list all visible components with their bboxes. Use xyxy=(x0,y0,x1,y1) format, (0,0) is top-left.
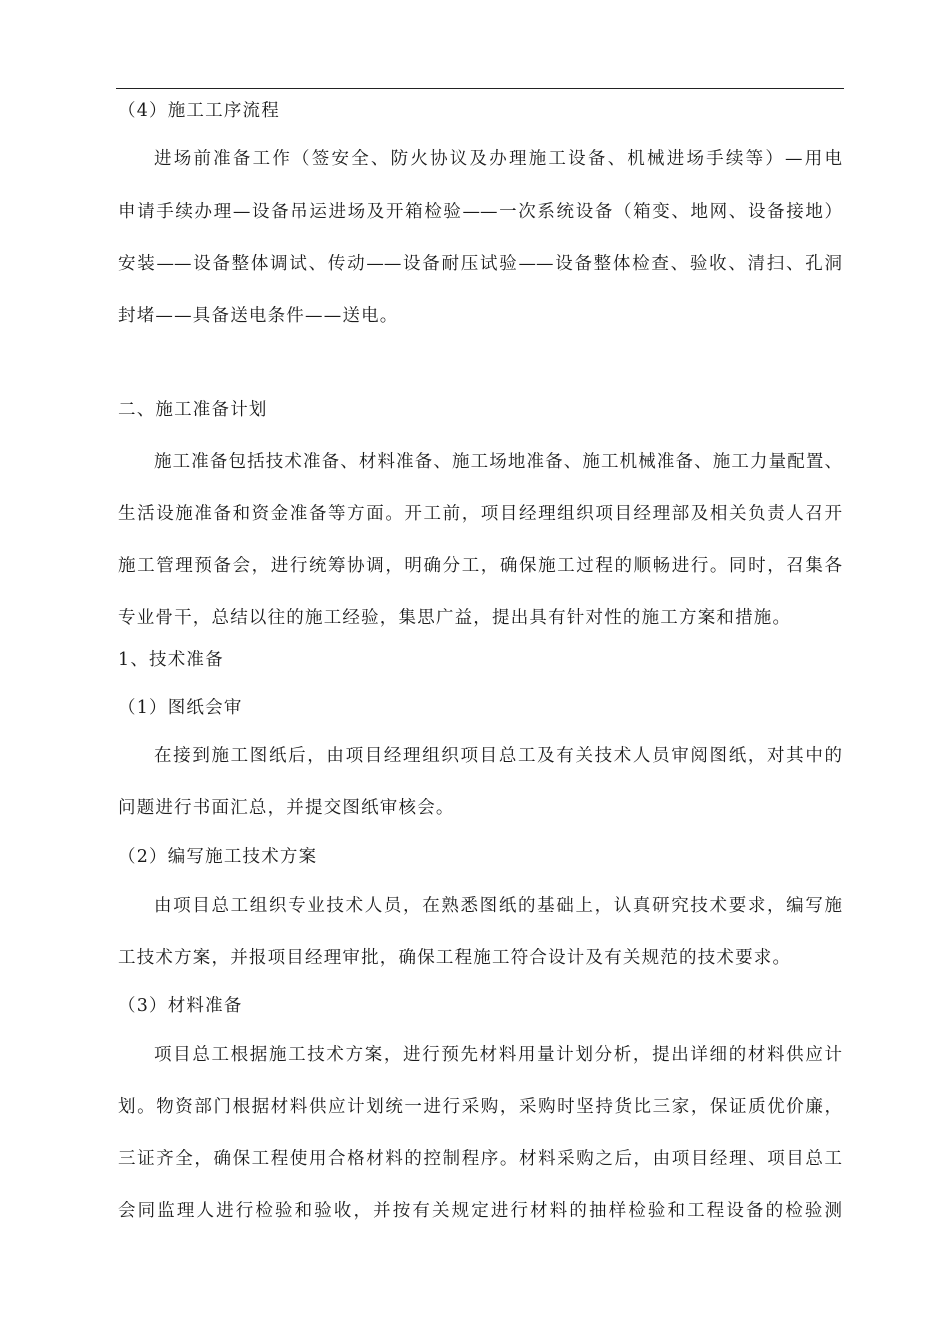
subsection-heading-materials: （3）材料准备 xyxy=(118,996,243,1016)
paragraph-line: 封堵——具备送电条件——送电。 xyxy=(118,306,399,326)
paragraph-line: 由项目总工组织专业技术人员，在熟悉图纸的基础上，认真研究技术要求，编写施 xyxy=(154,896,842,916)
section-heading-tech-prep: 1、技术准备 xyxy=(118,650,224,670)
paragraph-line: 进场前准备工作（签安全、防火协议及办理施工设备、机械进场手续等）—用电 xyxy=(154,149,842,169)
paragraph-line: 划。物资部门根据材料供应计划统一进行采购，采购时坚持货比三家，保证质优价廉， xyxy=(118,1097,842,1117)
section-heading-process-flow: （4）施工工序流程 xyxy=(118,101,280,121)
header-rule xyxy=(116,88,844,89)
paragraph-line: 施工管理预备会，进行统筹协调，明确分工，确保施工过程的顺畅进行。同时，召集各 xyxy=(118,556,842,576)
paragraph-line: 安装——设备整体调试、传动——设备耐压试验——设备整体检查、验收、清扫、孔洞 xyxy=(118,254,842,274)
paragraph-line: 生活设施准备和资金准备等方面。开工前，项目经理组织项目经理部及相关负责人召开 xyxy=(118,504,842,524)
paragraph-line: 申请手续办理—设备吊运进场及开箱检验——一次系统设备（箱变、地网、设备接地） xyxy=(118,202,842,222)
paragraph-line: 项目总工根据施工技术方案，进行预先材料用量计划分析，提出详细的材料供应计 xyxy=(154,1045,842,1065)
subsection-heading-tech-plan: （2）编写施工技术方案 xyxy=(118,847,318,867)
paragraph-line: 工技术方案，并报项目经理审批，确保工程施工符合设计及有关规范的技术要求。 xyxy=(118,948,792,968)
subsection-heading-drawing-review: （1）图纸会审 xyxy=(118,698,243,718)
paragraph-line: 问题进行书面汇总，并提交图纸审核会。 xyxy=(118,798,455,818)
paragraph-line: 三证齐全，确保工程使用合格材料的控制程序。材料采购之后，由项目经理、项目总工 xyxy=(118,1149,842,1169)
section-heading-preparation-plan: 二、施工准备计划 xyxy=(118,400,268,420)
paragraph-line: 施工准备包括技术准备、材料准备、施工场地准备、施工机械准备、施工力量配置、 xyxy=(154,452,842,472)
paragraph-line: 在接到施工图纸后，由项目经理组织项目总工及有关技术人员审阅图纸，对其中的 xyxy=(154,746,842,766)
paragraph-line: 专业骨干，总结以往的施工经验，集思广益，提出具有针对性的施工方案和措施。 xyxy=(118,608,792,628)
paragraph-line: 会同监理人进行检验和验收，并按有关规定进行材料的抽样检验和工程设备的检验测 xyxy=(118,1201,842,1221)
